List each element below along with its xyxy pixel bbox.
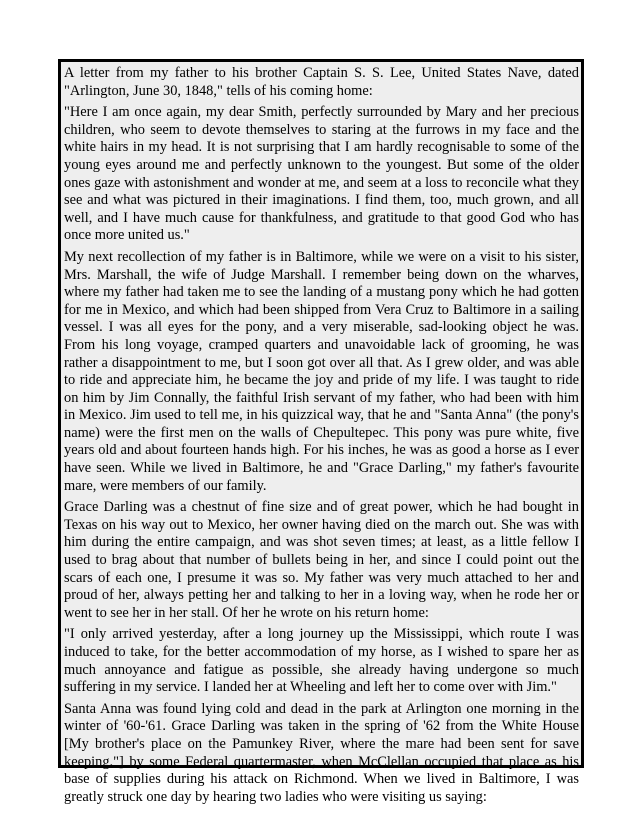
paragraph-letter-quote: "Here I am once again, my dear Smith, perfectly surrounded by Mary and her precious children, who seem to devote themselves to staring at the furrows in my face and the white hairs in my head. It is not surprising that I am hardly recognisable to some of the young eyes around me and perfectly unknown to the youngest. But some of the older ones gaze with astonishment and wonder at me, and seem at a loss to reconcile what they see and what was pictured in their imaginations. I find them, too, much grown, and all well, and I have much cause for thankfulness, and gratitude to that good God who has once more united us." <box>64 104 579 244</box>
paragraph-letter-intro: A letter from my father to his brother Captain S. S. Lee, United States Nave, dated "Arlington, June 30, 1848," tells of his coming home: <box>64 65 579 99</box>
paragraph-baltimore-pony: My next recollection of my father is in Baltimore, while we were on a visit to his sister, Mrs. Marshall, the wife of Judge Marshall. I remember being down on the wharves, where my father had taken me to see the landing of a mustang pony which he had gotten for me in Mexico, and which had been shipped from Vera Cruz to Baltimore in a sailing vessel. I was all eyes for the pony, and a very miserable, sad-looking object he was. From his long voyage, cramped quarters and unavoidable lack of grooming, he was rather a disappointment to me, but I soon got over all that. As I grew older, and was able to ride and appreciate him, he became the joy and pride of my life. I was taught to ride on him by Jim Connally, the faithful Irish servant of my father, who had been with him in Mexico. Jim used to tell me, in his quizzical way, that he and "Santa Anna" (the pony's name) were the first men on the walls of Chepultepec. This pony was pure white, five years old and about fourteen hands high. For his inches, he was as good a horse as I ever have seen. While we lived in Baltimore, he and "Grace Darling," my father's favourite mare, were members of our family. <box>64 248 579 494</box>
paragraph-grace-darling: Grace Darling was a chestnut of fine size and of great power, which he had bought in Texas on his way out to Mexico, her owner having died on the march out. She was with him during the entire campaign, and was shot seven times; at least, as a little fellow I used to brag about that number of bullets being in her, and since I could point out the scars of each one, I presume it was so. My father was very much attached to her and proud of her, always petting her and talking to her in a loving way, when he rode her or went to see her in her stall. Of her he wrote on his return home: <box>64 499 579 621</box>
paragraph-mississippi-quote: "I only arrived yesterday, after a long journey up the Mississippi, which route I was induced to take, for the better accommodation of my horse, as I wished to spare her as much annoyance and fatigue as possible, she already having undergone so much suffering in my service. I landed her at Wheeling and left her to come over with Jim." <box>64 626 579 696</box>
document-frame <box>58 59 584 805</box>
paragraph-santa-anna-fate: Santa Anna was found lying cold and dead in the park at Arlington one morning in the winter of '60-'61. Grace Darling was taken in the spring of '62 from the White House [My brother's place on the Pamunkey River, where the mare had been sent for save keeping."] by some Federal quartermaster, when McClellan occupied that place as his base of supplies during his attack on Richmond. When we lived in Baltimore, I was greatly struck one day by hearing two ladies who were visiting us saying: <box>64 700 579 805</box>
